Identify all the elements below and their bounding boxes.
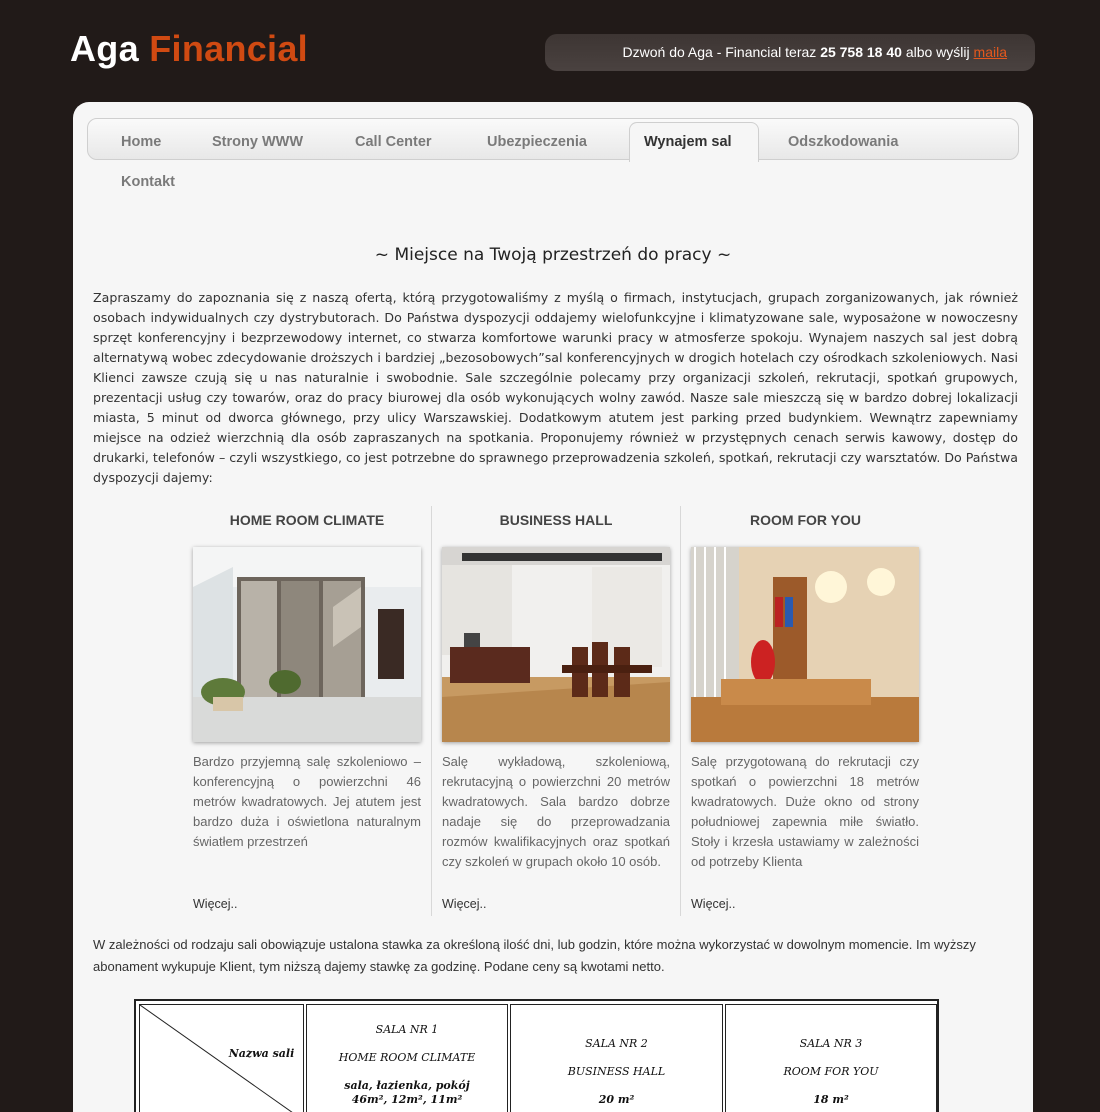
room-title: HOME ROOM CLIMATE xyxy=(229,512,385,528)
sala-name: BUSINESS HALL xyxy=(567,1065,666,1078)
table-header-sala-3 xyxy=(725,1004,937,1112)
nav-item-odszkodowania[interactable]: Odszkodowania xyxy=(788,134,899,150)
sala-number: SALA NR 1 xyxy=(375,1023,439,1036)
nav-item-wynajem-sal[interactable]: Wynajem sal xyxy=(644,134,732,150)
logo-text-financial: Financial xyxy=(149,28,308,69)
room-more-link[interactable]: Więcej.. xyxy=(691,897,736,911)
nav-item-ubezpieczenia[interactable]: Ubezpieczenia xyxy=(487,134,587,150)
site-logo[interactable] xyxy=(70,28,308,70)
price-table xyxy=(134,999,939,1112)
sala-name: HOME ROOM CLIMATE xyxy=(338,1051,476,1064)
content-panel xyxy=(73,102,1033,1112)
sala-sizes: 46m², 12m², 11m² xyxy=(351,1093,463,1106)
contact-bar xyxy=(545,34,1035,71)
room-description: Salę przygotowaną do rekrutacji czy spotkań o powierzchni 18 metrów kwadratowych. Duże okno od strony południowej zapewnia miłe światło. Stoły i krzesła ustawiamy w zależności od potrzeby Klienta xyxy=(691,754,919,869)
room-more-link[interactable]: Więcej.. xyxy=(442,897,487,911)
room-description: Bardzo przyjemną salę szkoleniowo – konferencyjną o powierzchni 46 metrów kwadratowych. Jej atutem jest bardzo duża i oświetlona naturalnym światłem przestrzeń xyxy=(193,754,421,849)
room-photo-graphic xyxy=(193,547,421,742)
room-more-link[interactable]: Więcej.. xyxy=(193,897,238,911)
contact-middle: albo wyślij xyxy=(905,44,970,60)
room-photo-room-for-you[interactable] xyxy=(691,547,919,742)
sala-name: ROOM FOR YOU xyxy=(783,1065,879,1078)
room-photo-business-hall[interactable] xyxy=(442,547,670,742)
room-photo-home-room-climate[interactable] xyxy=(193,547,421,742)
room-photo-graphic xyxy=(691,547,919,742)
nav-item-strony-www[interactable]: Strony WWW xyxy=(212,134,304,150)
table-header-sala-1 xyxy=(306,1004,508,1112)
mail-link[interactable]: maila xyxy=(973,44,1007,60)
room-title: ROOM FOR YOU xyxy=(750,512,861,528)
sala-size: 20 m² xyxy=(598,1093,635,1106)
logo-text-aga: Aga xyxy=(70,28,139,69)
nav-item-home[interactable]: Home xyxy=(121,134,162,150)
nav-item-call-center[interactable]: Call Center xyxy=(355,134,432,150)
room-title: BUSINESS HALL xyxy=(499,512,613,528)
sala-number: SALA NR 2 xyxy=(585,1037,648,1050)
intro-paragraph: Zapraszamy do zapoznania się z naszą ofertą, którą przygotowaliśmy z myślą o firmach, instytucjach, grupach zorganizowanych, jak również osobach indywidualnych czy dystrybutorach. Do Państwa dyspozycji oddajemy wielofunkcyjne i klimatyzowane sale, wyposażone w nowoczesny sprzęt konferencyjny i bezprzewodowy internet, co stwarza komfortowe warunki pracy w atmosferze spokoju. Wynajem naszych sal jest dobrą alternatywą wobec zdecydowanie droższych i bardziej „bezosobowych”sal konferencyjnych w drogich hotelach czy ośrodkach szkoleniowych. Nasi Klienci zawsze czują się u nas naturalnie i swobodnie. Sale szczególnie polecamy przy organizacji szkoleń, rekrutacji, spotkań grupowych, prezentacji usług czy towarów, oraz do pracy biurowej dla osób wykonujących wolny zawód. Nasze sale mieszczą się w bardzo dobrej lokalizacji miasta, 5 minut od dworca głównego, przy ulicy Warszawskiej. Dodatkowym atutem jest parking przed budynkiem. Wewnątrz zapewniamy miejsce na odzież wierzchnią dla osób zapraszanych na spotkania. Proponujemy również w przystępnych cenach serwis kawowy, dostęp do drukarki, telefonów – czyli wszystkiego, co jest potrzebne do sprawnego przeprowadzenia szkoleń, spotkań, rekrutacji czy warsztatów. Do Państwa dyspozycji dajemy: xyxy=(93,290,1018,485)
room-description: Salę wykładową, szkoleniową, rekrutacyjną o powierzchni 20 metrów kwadratowych. Sala bardzo dobrze nadaje się do przeprowadzania rozmów kwalifikacyjnych oraz spotkań czy szkoleń w grupach około 10 osób. xyxy=(442,754,670,869)
table-corner-cell xyxy=(139,1004,304,1112)
pricing-paragraph: W zależności od rodzaju sali obowiązuje ustalona stawka za określoną ilość dni, lub godzin, które można wykorzystać w dowolnym momencie. Im wyższy abonament wykupuje Klient, tym niższą dajemy stawkę za godzinę. Podane ceny są kwotami netto. xyxy=(93,937,976,974)
table-corner-label: Nazwa sali xyxy=(228,1047,295,1060)
contact-prefix: Dzwoń do Aga - Financial teraz xyxy=(622,44,817,60)
sala-parts: sala, łazienka, pokój xyxy=(344,1079,470,1092)
nav-item-kontakt[interactable]: Kontakt xyxy=(121,174,175,190)
sala-size: 18 m² xyxy=(813,1093,849,1106)
sala-number: SALA NR 3 xyxy=(799,1037,863,1050)
table-header-sala-2 xyxy=(510,1004,723,1112)
page-title: ~ Miejsce na Twoją przestrzeń do pracy ~ xyxy=(374,245,732,265)
phone-number: 25 758 18 40 xyxy=(820,44,902,60)
room-photo-graphic xyxy=(442,547,670,742)
